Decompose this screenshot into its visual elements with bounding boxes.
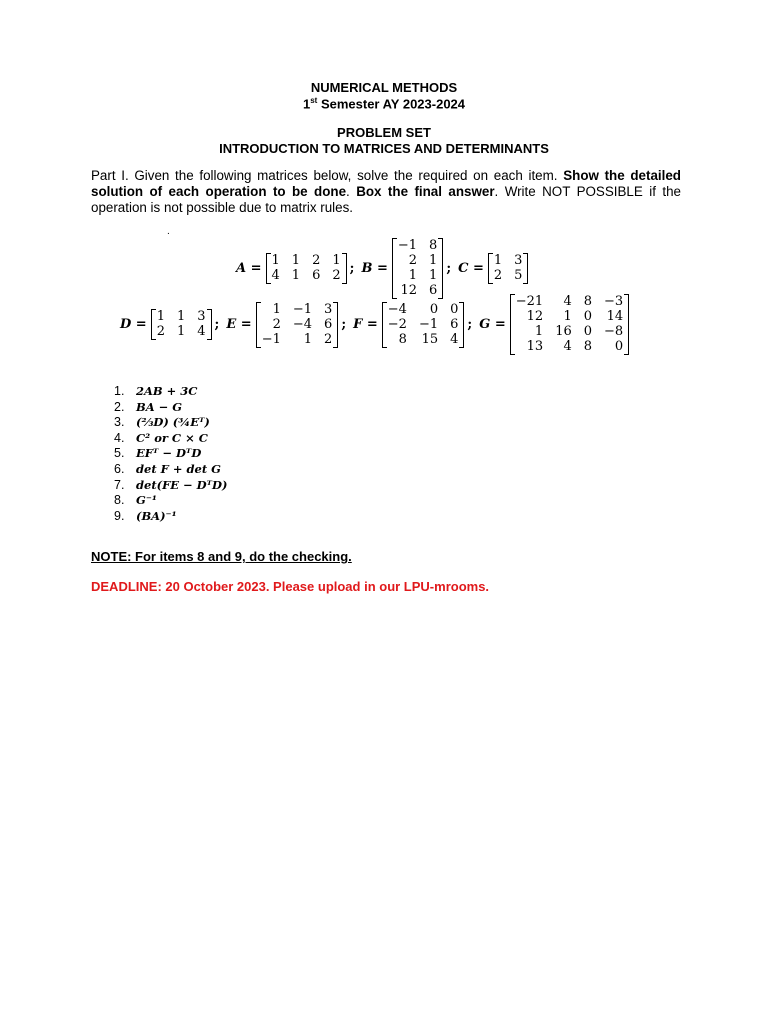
matrix-row-1: [232, 238, 528, 299]
matrix-d-cell: 1: [176, 309, 186, 324]
course-title: NUMERICAL METHODS: [310, 80, 458, 95]
matrix-g-cell: 0: [614, 339, 624, 354]
matrix-c-cell: 3: [514, 253, 523, 268]
instructions-text-2: .: [346, 184, 357, 199]
matrix-d-label: D =: [120, 317, 147, 332]
problem-item: [114, 478, 227, 494]
matrix-separator: ;: [341, 317, 347, 332]
matrix-a-cell: 1: [291, 268, 301, 283]
matrix-g-cell: 8: [583, 339, 593, 354]
semester-text: Semester AY 2023-2024: [317, 96, 466, 112]
problem-expression: det(FE − DᵀD): [136, 477, 228, 492]
matrix-b-cell: 2: [408, 253, 418, 268]
matrix-separator: ;: [349, 261, 355, 276]
semester-line: [0, 96, 768, 111]
matrix-c-cell: 5: [514, 268, 523, 283]
matrix-f-cell: 0: [450, 301, 459, 317]
matrix-b-label: B =: [361, 261, 388, 276]
problem-item: [114, 431, 227, 447]
matrix-a-cell: 4: [271, 268, 280, 283]
matrix-d-cell: 4: [197, 324, 206, 339]
instructions-text-1: Part I. Given the following matrices below, solve the required on each item.: [91, 168, 564, 183]
matrix-f-cell: 8: [398, 331, 407, 347]
matrix-g-cell: −3: [604, 294, 624, 309]
problem-item: [114, 462, 227, 478]
problem-item: [114, 384, 227, 400]
matrix-e-cell: 2: [324, 331, 333, 347]
matrix-d-cell: 3: [197, 309, 206, 324]
matrix-g-cell: 13: [526, 339, 544, 354]
problem-number: 1.: [114, 384, 125, 398]
matrix-f-cell: −4: [387, 301, 407, 317]
matrix-e: [256, 302, 339, 348]
matrix-a: [266, 253, 347, 284]
matrix-f-label: F =: [353, 317, 378, 332]
problem-number: 3.: [114, 415, 125, 430]
matrix-e-cell: −4: [292, 316, 313, 332]
matrix-b-cell: 8: [429, 238, 438, 253]
problem-number: 8.: [114, 493, 125, 508]
problem-expression: BA − G: [136, 399, 183, 414]
matrix-b-cell: 1: [408, 268, 418, 283]
note-text: NOTE: For items 8 and 9, do the checking.: [91, 549, 352, 564]
problem-expression: 2AB + 3C: [136, 384, 198, 398]
matrix-f-cell: −2: [387, 316, 407, 332]
matrix-g-cell: 4: [563, 339, 572, 354]
matrix-a-cell: 1: [291, 253, 301, 268]
problem-expression: G⁻¹: [136, 493, 157, 508]
matrix-separator: ;: [446, 261, 452, 276]
problem-set-topic: INTRODUCTION TO MATRICES AND DETERMINANTS: [219, 141, 549, 156]
matrix-a-cell: 1: [332, 253, 341, 268]
matrix-f-cell: 4: [450, 331, 459, 347]
matrix-e-label: E =: [226, 317, 252, 332]
matrix-d: [151, 309, 212, 340]
matrix-g-cell: 1: [563, 309, 572, 324]
problem-list: [114, 384, 227, 524]
instructions-bold-1: Show the detailed solution of each operation to be done: [91, 168, 681, 199]
matrix-b-cell: −1: [397, 238, 418, 253]
problem-expression: C² or C × C: [136, 430, 208, 445]
matrix-e-cell: 6: [324, 316, 333, 332]
matrix-a-cell: 2: [312, 253, 321, 268]
problem-number: 2.: [114, 399, 125, 414]
matrix-row-2: [116, 294, 629, 355]
matrix-d-cell: 1: [156, 309, 165, 324]
problem-number: 4.: [114, 430, 125, 445]
problem-number: 9.: [114, 508, 125, 523]
matrix-b: [392, 238, 443, 299]
problem-expression: det F + det G: [136, 461, 221, 476]
matrix-f: [382, 302, 465, 348]
problem-expression: (⅔D) (¾Eᵀ): [136, 415, 210, 430]
matrix-a-label: A =: [236, 261, 262, 276]
matrix-e-cell: −1: [292, 301, 313, 317]
problem-item: [114, 415, 227, 431]
matrix-separator: ;: [214, 317, 220, 332]
matrix-f-cell: 0: [429, 301, 439, 317]
matrix-g-cell: 1: [534, 324, 544, 339]
matrix-f-cell: 6: [450, 316, 459, 332]
matrix-a-cell: 2: [332, 268, 341, 283]
matrix-g-label: G =: [479, 317, 506, 332]
problem-number: 5.: [114, 446, 125, 461]
matrix-c-cell: 1: [493, 253, 503, 268]
matrix-g-cell: 0: [583, 309, 593, 324]
matrix-b-cell: 1: [429, 253, 438, 268]
problem-item: [114, 400, 227, 416]
matrix-d-cell: 1: [176, 324, 186, 339]
matrix-e-cell: 2: [272, 316, 281, 332]
matrix-c-cell: 2: [493, 268, 503, 283]
semester-suffix: st: [310, 96, 318, 105]
matrix-b-cell: 12: [400, 283, 418, 298]
matrix-g: [510, 294, 629, 355]
deadline-text: DEADLINE: 20 October 2023. Please upload in our LPU-mrooms.: [91, 579, 490, 594]
semester-number: 1: [302, 96, 311, 112]
stray-dot: .: [167, 226, 170, 237]
problem-item: [114, 493, 227, 509]
matrix-e-cell: 1: [272, 301, 281, 317]
matrix-a-cell: 6: [312, 268, 321, 283]
matrix-a-cell: 1: [271, 253, 280, 268]
problem-number: 7.: [114, 477, 125, 492]
instructions-bold-2: Box the final answer: [356, 184, 495, 199]
matrix-f-cell: −1: [418, 316, 439, 332]
matrix-e-cell: 3: [324, 301, 333, 317]
instructions: [91, 168, 681, 216]
matrix-b-cell: 6: [429, 283, 438, 298]
problem-number: 6.: [114, 461, 125, 476]
problem-set-title: PROBLEM SET: [337, 125, 431, 140]
matrix-g-cell: −21: [515, 294, 544, 309]
matrix-g-cell: 0: [583, 324, 593, 339]
matrix-e-cell: −1: [261, 331, 281, 347]
matrix-d-cell: 2: [156, 324, 165, 339]
matrix-f-cell: 15: [421, 331, 439, 347]
matrix-g-cell: 4: [563, 294, 572, 309]
matrix-separator: ;: [467, 317, 473, 332]
matrix-g-cell: −8: [604, 324, 624, 339]
matrix-g-cell: 8: [583, 294, 593, 309]
matrix-b-cell: 1: [429, 268, 438, 283]
instructions-text-3: . Write NOT POSSIBLE if the operation is not possible due to matrix rules.: [91, 184, 681, 215]
matrix-c: [488, 253, 529, 284]
matrix-g-cell: 16: [555, 324, 572, 339]
matrix-e-cell: 1: [303, 331, 313, 347]
problem-expression: EFᵀ − DᵀD: [136, 446, 202, 461]
problem-expression: (BA)⁻¹: [136, 508, 177, 523]
problem-item: [114, 509, 227, 525]
problem-item: [114, 446, 227, 462]
matrix-g-cell: 12: [526, 309, 544, 324]
matrix-g-cell: 14: [606, 309, 624, 324]
matrix-c-label: C =: [458, 261, 484, 276]
